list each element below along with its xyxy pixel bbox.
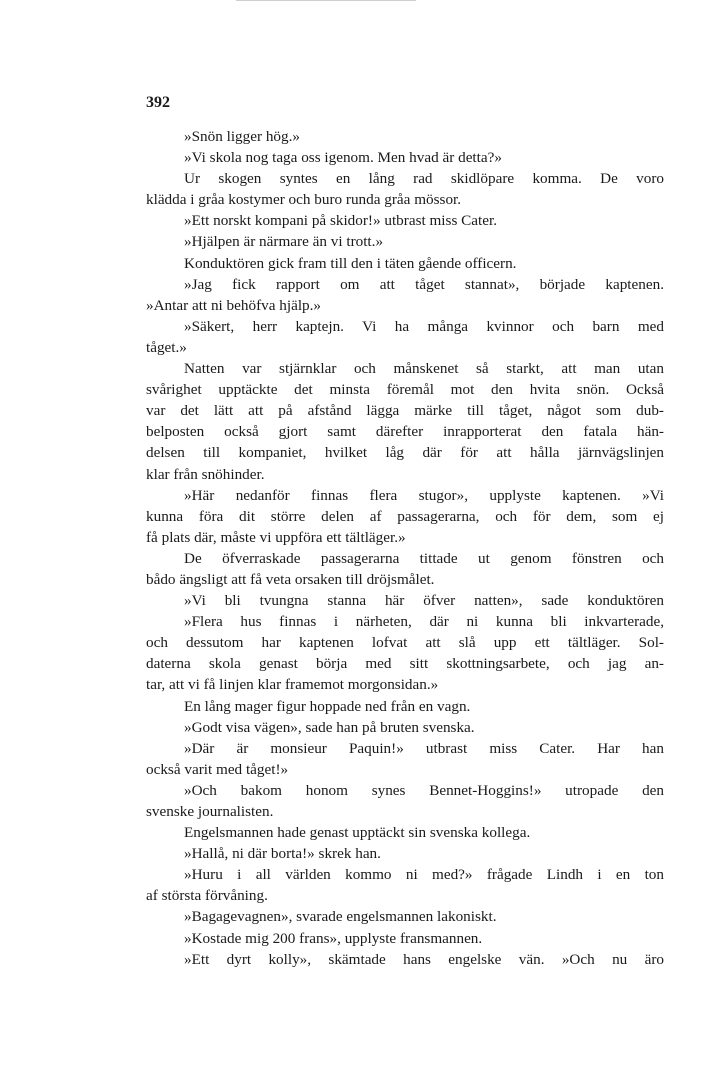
text-line: »Ett dyrt kolly», skämtade hans engelske vän. »Och nu äro [184,950,664,968]
text-line: »Godt visa vägen», sade han på bruten svenska. [184,718,475,736]
text-line: »Hjälpen är närmare än vi trott.» [184,233,384,251]
text-line: få plats där, måste vi uppföra ett tältläger.» [146,528,406,546]
text-line: »Hallå, ni där borta!» skrek han. [184,845,381,863]
page-number: 392 [146,94,170,111]
text-line: klädda i gråa kostymer och buro runda gråa mössor. [146,191,462,209]
top-rule [236,0,416,1]
text-line: klar från snöhinder. [146,465,265,483]
text-line: Konduktören gick fram till den i täten gående officern. [184,254,517,272]
text-line: kunna föra dit större delen af passagerarna, och för dem, som ej [146,507,664,525]
text-line: »Och bakom honom synes Bennet-Hoggins!» utropade den [184,781,664,799]
text-line: och dessutom har kaptenen lofvat att slå upp ett tältläger. Sol- [146,634,664,652]
body-text [146,126,664,970]
text-line: »Säkert, herr kaptejn. Vi ha många kvinnor och barn med [184,317,664,335]
text-line: En lång mager figur hoppade ned från en vagn. [184,697,471,715]
text-line: »Vi skola nog taga oss igenom. Men hvad är detta?» [184,149,502,167]
text-line: »Huru i all världen kommo ni med?» frågade Lindh i en ton [184,866,664,884]
text-line: svenske journalisten. [146,803,274,820]
text-line: var det lätt att på afstånd lägga märke till tåget, något som dub- [146,402,664,420]
text-line: också varit med tåget!» [146,760,289,778]
text-line: »Ett norskt kompani på skidor!» utbrast miss Cater. [184,212,497,230]
text-line: »Här nedanför finnas flera stugor», upplyste kaptenen. »Vi [184,486,664,504]
text-line: Ur skogen syntes en lång rad skidlöpare komma. De voro [184,170,664,188]
text-line: af största förvåning. [146,887,268,905]
text-line: »Flera hus finnas i närheten, där ni kunna bli inkvarterade, [184,613,664,631]
text-line: tar, att vi få linjen klar framemot morgonsidan.» [146,676,439,694]
text-line: belposten också gjort samt därefter inrapporterat den fatala hän- [146,423,664,441]
text-line: »Bagagevagnen», svarade engelsmannen lakoniskt. [184,908,497,926]
text-line: delsen till kompaniet, hvilket låg där för att hålla järnvägslinjen [146,444,664,462]
text-line: De öfverraskade passagerarna tittade ut genom fönstren och [184,549,664,567]
text-line: daterna skola genast börja med sitt skottningsarbete, och jag an- [146,655,664,673]
text-line: tåget.» [146,338,187,356]
text-line: »Snön ligger hög.» [184,128,301,145]
text-line: »Kostade mig 200 frans», upplyste fransmannen. [184,929,483,947]
text-line: »Vi bli tvungna stanna här öfver natten», sade konduktören [184,592,664,610]
text-line: »Antar att ni behöfva hjälp.» [146,296,322,314]
text-line: svårighet upptäckte det minsta föremål mot den hvita snön. Också [146,381,664,399]
text-line: Natten var stjärnklar och månskenet så starkt, att man utan [184,360,664,378]
text-line: »Där är monsieur Paquin!» utbrast miss Cater. Har han [184,739,664,757]
text-line: Engelsmannen hade genast upptäckt sin svenska kollega. [184,824,531,842]
text-line: »Jag fick rapport om att tåget stannat», började kaptenen. [184,275,664,293]
text-line: bådo ängsligt att få veta orsaken till dröjsmålet. [146,570,435,588]
